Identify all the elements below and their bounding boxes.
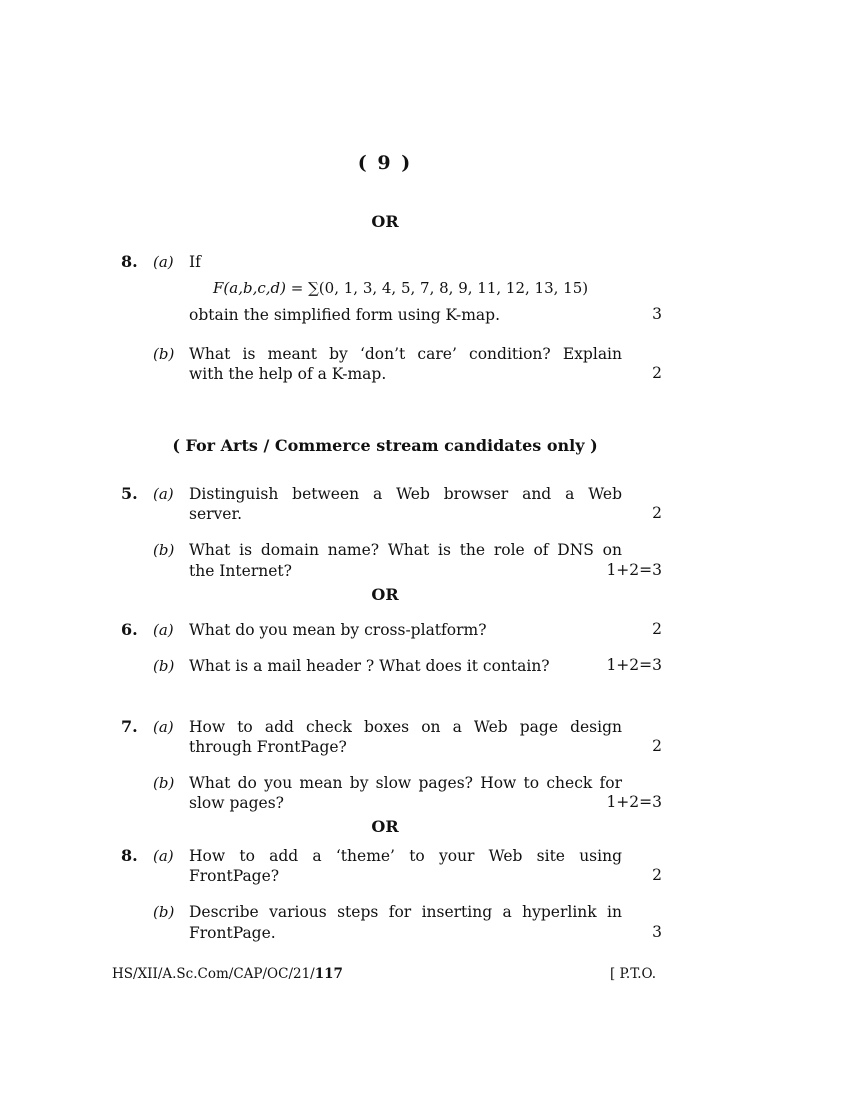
question-text: the Internet? [189, 562, 292, 580]
question-number: 8. [121, 252, 138, 271]
part-label: (b) [153, 345, 175, 363]
paper-code-prefix: HS/XII/A.Sc.Com/CAP/OC/21/ [112, 966, 315, 982]
pto-label: [ P.T.O. [610, 966, 657, 982]
section-heading: ( For Arts / Commerce stream candidates only ) [172, 436, 598, 455]
marks: 1+2=3 [606, 656, 662, 674]
marks: 3 [652, 923, 662, 941]
question-text: What is a mail header ? What does it contain? [189, 657, 550, 675]
question-text: FrontPage. [189, 924, 276, 942]
question-text: Describe various steps for inserting a hyperlink in [189, 903, 622, 921]
part-label: (a) [153, 847, 174, 865]
marks: 2 [652, 737, 662, 755]
marks: 1+2=3 [606, 561, 662, 579]
question-text: Distinguish between a Web browser and a Web [189, 485, 622, 503]
part-label: (b) [153, 657, 175, 675]
question-number: 8. [121, 846, 138, 865]
part-label: (b) [153, 903, 175, 921]
question-text: What do you mean by slow pages? How to check for [189, 774, 622, 792]
question-text: through FrontPage? [189, 738, 347, 756]
paper-code [112, 966, 343, 982]
question-text: obtain the simplified form using K-map. [189, 306, 501, 324]
question-text: slow pages? [189, 794, 284, 812]
question-text: What is domain name? What is the role of DNS on [189, 541, 622, 559]
or-divider: OR [371, 212, 399, 231]
question-text: FrontPage? [189, 867, 280, 885]
part-label: (a) [153, 485, 174, 503]
part-label: (a) [153, 621, 174, 639]
question-number: 5. [121, 484, 138, 503]
question-text: How to add check boxes on a Web page design [189, 718, 622, 736]
question-text: How to add a ‘theme’ to your Web site using [189, 847, 622, 865]
marks: 3 [652, 305, 662, 323]
formula-lhs: F(a,b,c,d) = [213, 279, 304, 297]
boolean-formula [213, 279, 588, 297]
question-text: If [189, 253, 201, 271]
marks: 1+2=3 [606, 793, 662, 811]
question-text: server. [189, 505, 243, 523]
part-label: (a) [153, 718, 174, 736]
part-label: (b) [153, 541, 175, 559]
part-label: (b) [153, 774, 175, 792]
question-text: with the help of a K-map. [189, 365, 387, 383]
question-text: What do you mean by cross-platform? [189, 621, 487, 639]
marks: 2 [652, 504, 662, 522]
or-divider: OR [371, 585, 399, 604]
question-text: What is meant by ‘don’t care’ condition? Explain [189, 345, 622, 363]
or-divider: OR [371, 817, 399, 836]
formula-rhs: ∑(0, 1, 3, 4, 5, 7, 8, 9, 11, 12, 13, 15) [308, 279, 589, 297]
page-number: ( 9 ) [357, 152, 413, 174]
paper-code-number: 117 [314, 966, 343, 982]
marks: 2 [652, 620, 662, 638]
question-number: 6. [121, 620, 138, 639]
question-number: 7. [121, 717, 138, 736]
part-label: (a) [153, 253, 174, 271]
marks: 2 [652, 364, 662, 382]
marks: 2 [652, 866, 662, 884]
